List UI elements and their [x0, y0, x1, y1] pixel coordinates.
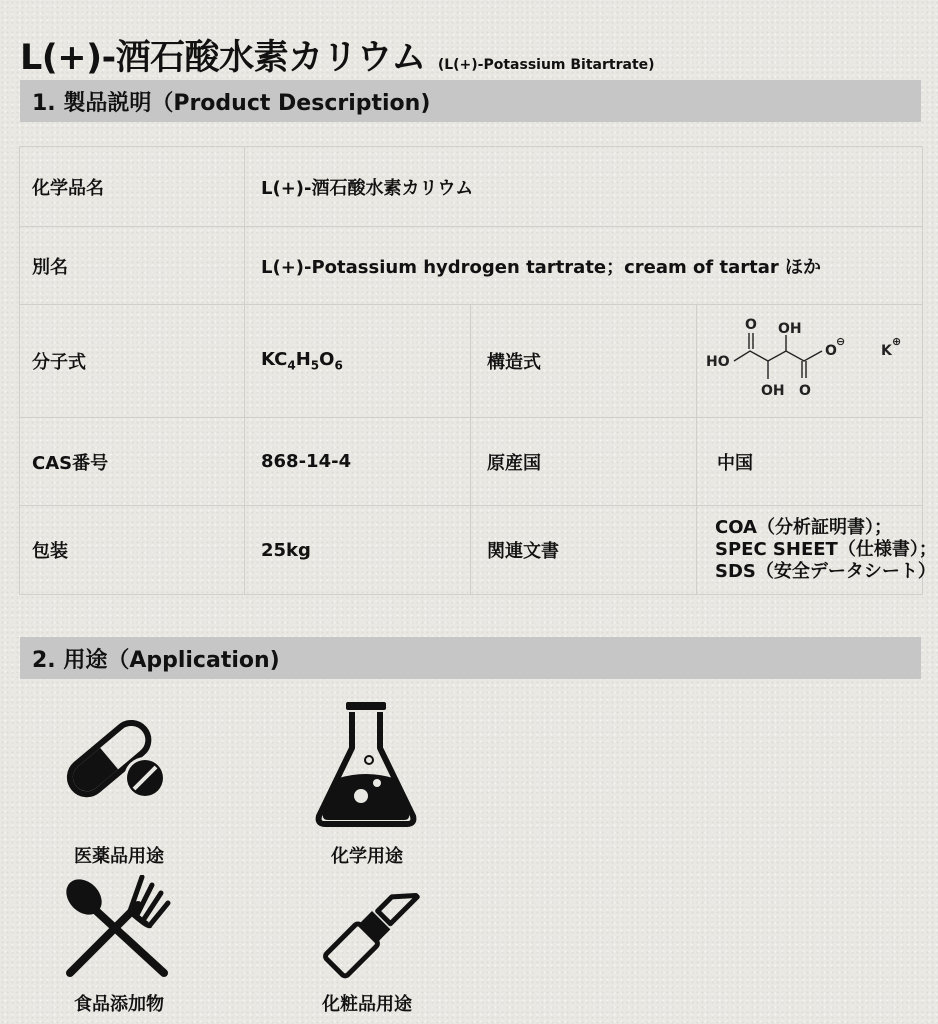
- spoon-fork-icon: [60, 875, 175, 980]
- application-label: 医薬品用途: [74, 846, 164, 867]
- table-row: [20, 418, 923, 506]
- application-label: 食品添加物: [74, 994, 164, 1015]
- table-row: [20, 305, 923, 418]
- application-label: 化粧品用途: [322, 994, 412, 1015]
- structure-label: 構造式: [471, 305, 697, 418]
- pill-capsule-icon: [64, 712, 174, 804]
- doc-item: COA（分析証明書）；: [715, 517, 892, 538]
- page-title: [20, 30, 655, 80]
- table-row: [20, 506, 923, 595]
- title-sub: (L(+)-Potassium Bitartrate): [437, 57, 655, 73]
- svg-text:O: O: [744, 316, 757, 333]
- cas-label: CAS番号: [20, 418, 245, 506]
- docs-list: [697, 506, 937, 595]
- structure-cell: [697, 305, 923, 418]
- title-main: L(+)-酒石酸水素カリウム: [20, 38, 426, 78]
- package-label: 包装: [20, 506, 245, 595]
- svg-text:OH: OH: [760, 382, 785, 399]
- svg-text:K: K: [880, 342, 892, 359]
- package-value: 25kg: [245, 506, 471, 595]
- origin-label: 原産国: [471, 418, 697, 506]
- svg-text:O: O: [824, 342, 837, 359]
- svg-text:⊖: ⊖: [835, 334, 845, 348]
- flask-icon: [313, 700, 423, 830]
- docs-label: 関連文書: [471, 506, 697, 595]
- origin-value: 中国: [697, 418, 923, 506]
- application-label: 化学用途: [331, 846, 403, 867]
- svg-text:HO: HO: [705, 353, 730, 370]
- alias-value: L(+)-Potassium hydrogen tartrate；cream of tartar ほか: [245, 227, 923, 305]
- cas-value: 868-14-4: [245, 418, 471, 506]
- table-row: [20, 227, 923, 305]
- doc-item: SPEC SHEET（仕様書）；: [715, 539, 937, 560]
- svg-text:⊕: ⊕: [891, 334, 901, 348]
- section-heading-application: 2. 用途（Application): [20, 637, 921, 679]
- spec-table: [19, 146, 937, 595]
- alias-label: 別名: [20, 227, 245, 305]
- table-row: [20, 147, 923, 227]
- svg-text:OH: OH: [777, 320, 802, 337]
- lipstick-icon: [310, 872, 435, 984]
- doc-item: SDS（安全データシート）: [715, 561, 936, 582]
- chem-name-value: L(+)-酒石酸水素カリウム: [245, 147, 923, 227]
- formula-value: $KC_4H_5O_6$: [245, 305, 471, 418]
- chem-name-label: 化学品名: [20, 147, 245, 227]
- formula-label: 分子式: [20, 305, 245, 418]
- svg-text:O: O: [798, 382, 811, 399]
- structural-formula-diagram: [700, 309, 920, 409]
- section-heading-description: 1. 製品説明（Product Description): [20, 80, 921, 122]
